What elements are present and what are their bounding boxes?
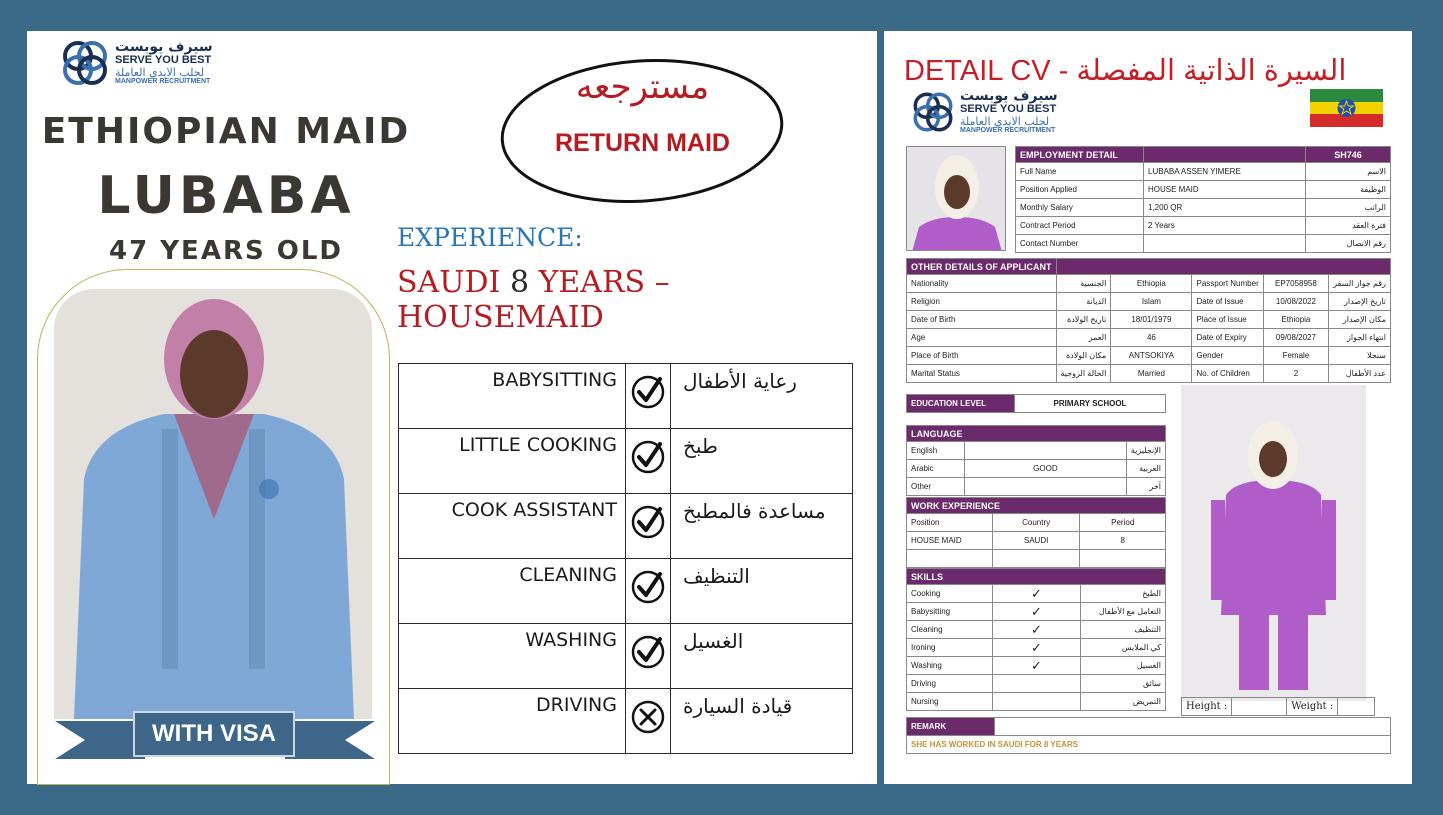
work-cell [1080, 550, 1166, 568]
maid-portrait-illustration [54, 289, 372, 719]
work-columns-row [907, 514, 1166, 532]
detail-value: Married [1111, 365, 1192, 383]
work-row [907, 550, 1166, 568]
detail-label: Nationality [907, 275, 1057, 293]
remark-label: REMARK [907, 718, 995, 736]
employment-header-spacer [1144, 147, 1306, 163]
other-detail-row [907, 293, 1391, 311]
weight-label: Weight : [1287, 698, 1338, 716]
skill-mark-cell [626, 494, 671, 559]
detail-value: Ethiopia [1263, 311, 1328, 329]
skill-entry-label-ar: كي الملابس [1081, 639, 1166, 657]
other-detail-row [907, 311, 1391, 329]
profile-title: ETHIOPIAN MAID [41, 111, 411, 152]
detail-label-ar: الجنسية [1056, 275, 1111, 293]
detail-value: 10/08/2022 [1263, 293, 1328, 311]
detail-label-ar: مكان الولادة [1056, 347, 1111, 365]
other-detail-row [907, 275, 1391, 293]
skill-name-ar: الغسيل [671, 624, 853, 689]
skill-entry-row [907, 621, 1166, 639]
brand-tagline-en: MANPOWER RECRUITMENT [960, 127, 1056, 135]
education-value: PRIMARY SCHOOL [1015, 395, 1166, 413]
skill-entry-label-ar: التعامل مع الأطفال [1081, 603, 1166, 621]
skills-table [906, 568, 1166, 711]
skill-name-en: COOK ASSISTANT [399, 494, 626, 559]
detail-label: Place of Birth [907, 347, 1057, 365]
detail-label: No. of Children [1192, 365, 1263, 383]
skill-name-en: WASHING [399, 624, 626, 689]
skill-check-icon [993, 693, 1081, 711]
left-panel [27, 31, 877, 784]
visa-status-label: WITH VISA [133, 711, 295, 757]
right-panel [884, 31, 1412, 784]
detail-label-ar: الحالة الزوجية [1056, 365, 1111, 383]
skill-name-ar: طبخ [671, 429, 853, 494]
detail-value: 09/08/2027 [1263, 329, 1328, 347]
experience-value: SAUDI 8 YEARS – HOUSEMAID [397, 265, 670, 335]
skills-checklist [398, 363, 853, 754]
brand-tagline-ar: لجلب الايدي العاملة [115, 65, 205, 79]
employment-header-row [1016, 147, 1391, 163]
employment-field-label: Position Applied [1016, 181, 1144, 199]
education-label: EDUCATION LEVEL [907, 395, 1015, 413]
other-detail-row [907, 365, 1391, 383]
skill-mark-cell [626, 559, 671, 624]
height-value [1232, 698, 1287, 716]
stamp-text-en: RETURN MAID [555, 129, 730, 157]
detail-label: Gender [1192, 347, 1263, 365]
skill-entry-label: Ironing [907, 639, 993, 657]
work-column-header: Country [992, 514, 1080, 532]
detail-value: 18/01/1979 [1111, 311, 1192, 329]
skill-mark-cell [626, 364, 671, 429]
skill-check-icon: ✓ [993, 657, 1081, 675]
skill-entry-label: Nursing [907, 693, 993, 711]
language-name-ar: العربية [1126, 460, 1165, 478]
skill-entry-label-ar: سائق [1081, 675, 1166, 693]
work-cell: SAUDI [992, 532, 1080, 550]
ethiopia-flag-icon [1310, 89, 1383, 127]
employment-field-label-ar: الوظيفة [1306, 181, 1391, 199]
detail-label: Date of Issue [1192, 293, 1263, 311]
detail-label-ar: عدد الأطفال [1329, 365, 1391, 383]
weight-value [1338, 698, 1375, 716]
skill-name-en: BABYSITTING [399, 364, 626, 429]
language-level [964, 442, 1126, 460]
brand-name-en: SERVE YOU BEST [960, 103, 1057, 116]
company-logo [59, 37, 213, 89]
language-header: LANGUAGE [907, 426, 1166, 442]
detail-value: EP7058958 [1263, 275, 1328, 293]
skills-header-row [907, 569, 1166, 585]
language-header-row [907, 426, 1166, 442]
maid-name: LUBABA [97, 166, 355, 226]
headshot-illustration [907, 147, 1006, 251]
language-row [907, 442, 1166, 460]
height-label: Height : [1182, 698, 1232, 716]
detail-label-ar: مكان الإصدار [1329, 311, 1391, 329]
employment-header: EMPLOYMENT DETAIL [1016, 147, 1144, 163]
work-experience-table [906, 497, 1166, 568]
check-circle-icon [630, 504, 666, 540]
employment-row [1016, 163, 1391, 181]
employment-field-label-ar: الراتب [1306, 199, 1391, 217]
maid-age: 47 YEARS OLD [109, 236, 343, 266]
skill-check-icon: ✓ [993, 621, 1081, 639]
detail-label-ar: العمر [1056, 329, 1111, 347]
company-logo-small [910, 89, 1058, 135]
employment-field-value: HOUSE MAID [1144, 181, 1306, 199]
skill-row [399, 364, 853, 429]
employment-field-label-ar: رقم الاتصال [1306, 235, 1391, 253]
brand-tagline-ar: لجلب الايدي العاملة [960, 114, 1050, 128]
employment-field-value: 1,200 QR [1144, 199, 1306, 217]
work-column-header: Period [1080, 514, 1166, 532]
skill-check-icon: ✓ [993, 585, 1081, 603]
skill-row [399, 624, 853, 689]
skill-entry-row [907, 603, 1166, 621]
skill-row [399, 689, 853, 754]
other-header-spacer [1056, 259, 1391, 275]
skill-entry-row [907, 585, 1166, 603]
language-row [907, 478, 1166, 496]
education-level-table [906, 394, 1166, 413]
skill-entry-label: Cooking [907, 585, 993, 603]
brand-name-ar: سيرف يوبست [115, 39, 213, 56]
skill-name-en: LITTLE COOKING [399, 429, 626, 494]
skill-name-ar: التنظيف [671, 559, 853, 624]
fullbody-illustration [1181, 385, 1366, 701]
employment-field-value: 2 Years [1144, 217, 1306, 235]
language-name-ar: آخر [1126, 478, 1165, 496]
skill-entry-label-ar: التمريض [1081, 693, 1166, 711]
skill-mark-cell [626, 624, 671, 689]
detail-label-ar: الديانة [1056, 293, 1111, 311]
logo-rings-icon [59, 37, 111, 89]
detail-label: Passport Number [1192, 275, 1263, 293]
detail-label-ar: انتهاء الجواز [1329, 329, 1391, 347]
cv-title: DETAIL CV - السيرة الذاتية المفصلة [904, 55, 1347, 87]
maid-photo [54, 289, 372, 719]
language-name: English [907, 442, 965, 460]
employment-detail-table [1015, 146, 1391, 253]
work-cell: 8 [1080, 532, 1166, 550]
skill-check-icon [993, 675, 1081, 693]
skill-entry-row [907, 639, 1166, 657]
employment-field-label-ar: فترة العقد [1306, 217, 1391, 235]
check-circle-icon [630, 634, 666, 670]
detail-value: Ethiopia [1111, 275, 1192, 293]
skill-name-ar: قيادة السيارة [671, 689, 853, 754]
skill-entry-label-ar: التنظيف [1081, 621, 1166, 639]
skill-entry-label: Babysitting [907, 603, 993, 621]
detail-value: Female [1263, 347, 1328, 365]
employment-row [1016, 217, 1391, 235]
skill-entry-label-ar: الغسيل [1081, 657, 1166, 675]
employment-row [1016, 199, 1391, 217]
other-details-table [906, 258, 1391, 383]
experience-label: EXPERIENCE: [397, 223, 583, 252]
skill-entry-row [907, 675, 1166, 693]
employment-field-label: Full Name [1016, 163, 1144, 181]
employment-row [1016, 181, 1391, 199]
skill-entry-label-ar: الطبخ [1081, 585, 1166, 603]
detail-label: Place of Issue [1192, 311, 1263, 329]
skill-entry-label: Driving [907, 675, 993, 693]
employment-field-value: LUBABA ASSEN YIMERE [1144, 163, 1306, 181]
work-header-row [907, 498, 1166, 514]
brand-tagline-en: MANPOWER RECRUITMENT [115, 78, 211, 86]
skill-check-icon: ✓ [993, 603, 1081, 621]
language-name-ar: الإنجليزية [1126, 442, 1165, 460]
remark-spacer [995, 718, 1391, 736]
employment-field-label-ar: الاسم [1306, 163, 1391, 181]
skill-check-icon: ✓ [993, 639, 1081, 657]
cross-circle-icon [630, 699, 666, 735]
detail-label-ar: تاريخ الولادة [1056, 311, 1111, 329]
employment-field-label: Contract Period [1016, 217, 1144, 235]
detail-value: ANTSOKIYA [1111, 347, 1192, 365]
work-cell [992, 550, 1080, 568]
detail-value: 2 [1263, 365, 1328, 383]
cv-photo-headshot [906, 146, 1006, 251]
employment-field-value [1144, 235, 1306, 253]
stamp-text-ar: مسترجعه [575, 67, 710, 107]
check-circle-icon [630, 374, 666, 410]
work-experience-header: WORK EXPERIENCE [907, 498, 1166, 514]
other-detail-row [907, 347, 1391, 365]
detail-label: Date of Birth [907, 311, 1057, 329]
detail-value: Islam [1111, 293, 1192, 311]
skill-name-en: DRIVING [399, 689, 626, 754]
remark-table [906, 717, 1391, 754]
skill-mark-cell [626, 429, 671, 494]
language-level [964, 478, 1126, 496]
work-cell [907, 550, 993, 568]
other-detail-row [907, 329, 1391, 347]
skill-row [399, 429, 853, 494]
detail-label-ar: تاريخ الإصدار [1329, 293, 1391, 311]
skill-entry-label: Cleaning [907, 621, 993, 639]
employment-field-label: Monthly Salary [1016, 199, 1144, 217]
language-name: Other [907, 478, 965, 496]
skill-name-en: CLEANING [399, 559, 626, 624]
detail-label: Date of Expiry [1192, 329, 1263, 347]
skill-name-ar: رعاية الأطفال [671, 364, 853, 429]
detail-label: Religion [907, 293, 1057, 311]
work-cell: HOUSE MAID [907, 532, 993, 550]
work-row [907, 532, 1166, 550]
cv-photo-fullbody [1181, 385, 1366, 701]
language-level: GOOD [964, 460, 1126, 478]
detail-label-ar: رقم جواز السفر [1329, 275, 1391, 293]
skill-row [399, 494, 853, 559]
employment-code: SH746 [1306, 147, 1391, 163]
skills-header: SKILLS [907, 569, 1166, 585]
detail-label-ar: سنجلا [1329, 347, 1391, 365]
skill-entry-row [907, 657, 1166, 675]
other-details-header: OTHER DETAILS OF APPLICANT [907, 259, 1057, 275]
check-circle-icon [630, 439, 666, 475]
detail-value: 46 [1111, 329, 1192, 347]
skill-entry-row [907, 693, 1166, 711]
skill-entry-label: Washing [907, 657, 993, 675]
language-table [906, 425, 1166, 496]
detail-label: Age [907, 329, 1057, 347]
brand-name-en: SERVE YOU BEST [115, 54, 212, 67]
skill-mark-cell [626, 689, 671, 754]
brand-name-ar: سيرف يوبست [960, 88, 1058, 105]
employment-field-label: Contact Number [1016, 235, 1144, 253]
language-name: Arabic [907, 460, 965, 478]
height-weight-table [1181, 697, 1375, 716]
language-row [907, 460, 1166, 478]
skill-row [399, 559, 853, 624]
detail-label: Marital Status [907, 365, 1057, 383]
employment-row [1016, 235, 1391, 253]
check-circle-icon [630, 569, 666, 605]
work-column-header: Position [907, 514, 993, 532]
other-header-row [907, 259, 1391, 275]
skill-name-ar: مساعدة فالمطبخ [671, 494, 853, 559]
logo-rings-icon [910, 89, 956, 135]
remark-text: SHE HAS WORKED IN SAUDI FOR 8 YEARS [907, 736, 1391, 754]
